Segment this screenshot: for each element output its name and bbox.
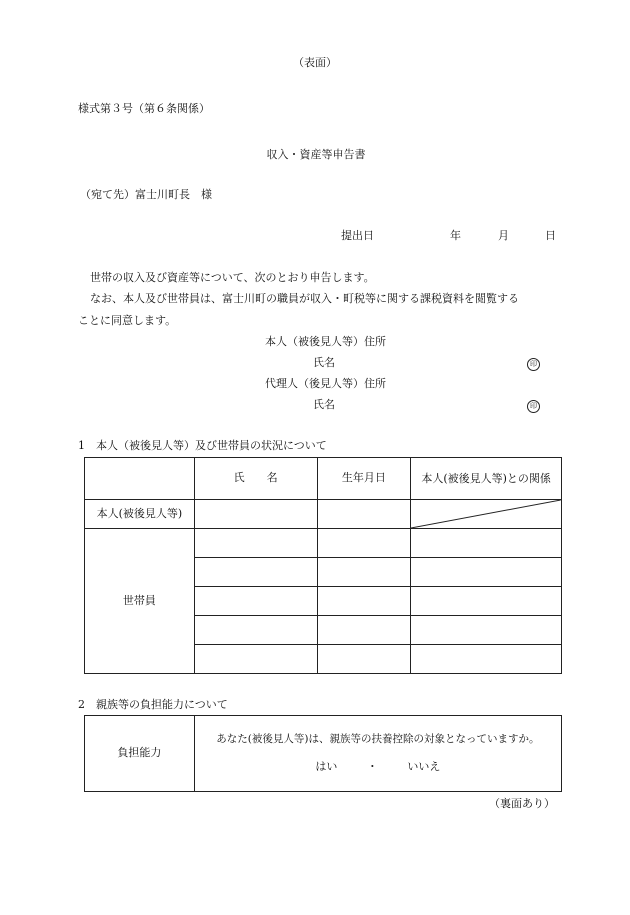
col-header-relation: 本人(被後見人等)との関係 bbox=[411, 458, 562, 500]
household-relation-cell[interactable] bbox=[411, 558, 562, 587]
intro-line-3: ことに同意します。 bbox=[78, 314, 177, 327]
household-birthdate-cell[interactable] bbox=[317, 529, 411, 558]
household-relation-cell[interactable] bbox=[411, 529, 562, 558]
household-name-cell[interactable] bbox=[194, 558, 317, 587]
household-name-cell[interactable] bbox=[194, 529, 317, 558]
household-birthdate-cell[interactable] bbox=[317, 645, 411, 674]
col-header-birthdate: 生年月日 bbox=[317, 458, 411, 500]
section1-heading: 1 本人（被後見人等）及び世帯員の状況について bbox=[78, 439, 327, 452]
col-header-name: 氏 名 bbox=[194, 458, 317, 500]
row-label-principal: 本人(被後見人等) bbox=[85, 500, 195, 529]
household-name-cell[interactable] bbox=[194, 616, 317, 645]
addressee: （宛て先）富士川町長 様 bbox=[80, 188, 212, 201]
page-title: 収入・資産等申告書 bbox=[266, 148, 366, 161]
principal-name-cell[interactable] bbox=[194, 500, 317, 529]
household-relation-cell[interactable] bbox=[411, 616, 562, 645]
agent-seal-icon: 印 bbox=[527, 400, 540, 413]
household-birthdate-cell[interactable] bbox=[317, 587, 411, 616]
date-day-label: 日 bbox=[545, 229, 556, 242]
date-month-label: 月 bbox=[498, 229, 509, 242]
header-blank-cell bbox=[85, 458, 195, 500]
support-answer-options bbox=[195, 759, 561, 774]
support-table bbox=[84, 715, 562, 792]
principal-seal-icon: 印 bbox=[527, 358, 540, 371]
principal-address-label: 本人（被後見人等）住所 bbox=[265, 335, 386, 348]
diagonal-slash bbox=[411, 500, 561, 528]
answer-no[interactable]: いいえ bbox=[407, 760, 441, 774]
side-label: （表面） bbox=[293, 56, 337, 69]
support-question-cell bbox=[194, 716, 561, 792]
principal-relation-cell bbox=[411, 500, 562, 529]
date-year-label: 年 bbox=[450, 229, 461, 242]
support-question: あなた(被後見人等)は、親族等の扶養控除の対象となっていますか。 bbox=[216, 733, 540, 746]
answer-yes[interactable]: はい bbox=[315, 760, 338, 774]
household-relation-cell[interactable] bbox=[411, 587, 562, 616]
household-name-cell[interactable] bbox=[194, 645, 317, 674]
form-number: 様式第３号（第６条関係） bbox=[78, 102, 210, 115]
section2-heading: 2 親族等の負担能力について bbox=[78, 698, 228, 711]
household-name-cell[interactable] bbox=[194, 587, 317, 616]
agent-address-label: 代理人（後見人等）住所 bbox=[265, 377, 386, 390]
household-birthdate-cell[interactable] bbox=[317, 616, 411, 645]
principal-name-label: 氏名 bbox=[313, 356, 335, 369]
row-label-household: 世帯員 bbox=[85, 529, 195, 674]
support-row-label: 負担能力 bbox=[85, 716, 195, 792]
submission-date-label: 提出日 bbox=[341, 229, 374, 242]
agent-name-label: 氏名 bbox=[313, 398, 335, 411]
principal-birthdate-cell[interactable] bbox=[317, 500, 411, 529]
household-birthdate-cell[interactable] bbox=[317, 558, 411, 587]
answer-separator: ・ bbox=[366, 760, 378, 774]
household-relation-cell[interactable] bbox=[411, 645, 562, 674]
back-side-note: （裏面あり） bbox=[489, 797, 555, 810]
intro-line-1: 世帯の収入及び資産等について、次のとおり申告します。 bbox=[90, 271, 375, 284]
household-table bbox=[84, 457, 562, 674]
intro-line-2: なお、本人及び世帯員は、富士川町の職員が収入・町税等に関する課税資料を閲覧する bbox=[90, 292, 519, 305]
